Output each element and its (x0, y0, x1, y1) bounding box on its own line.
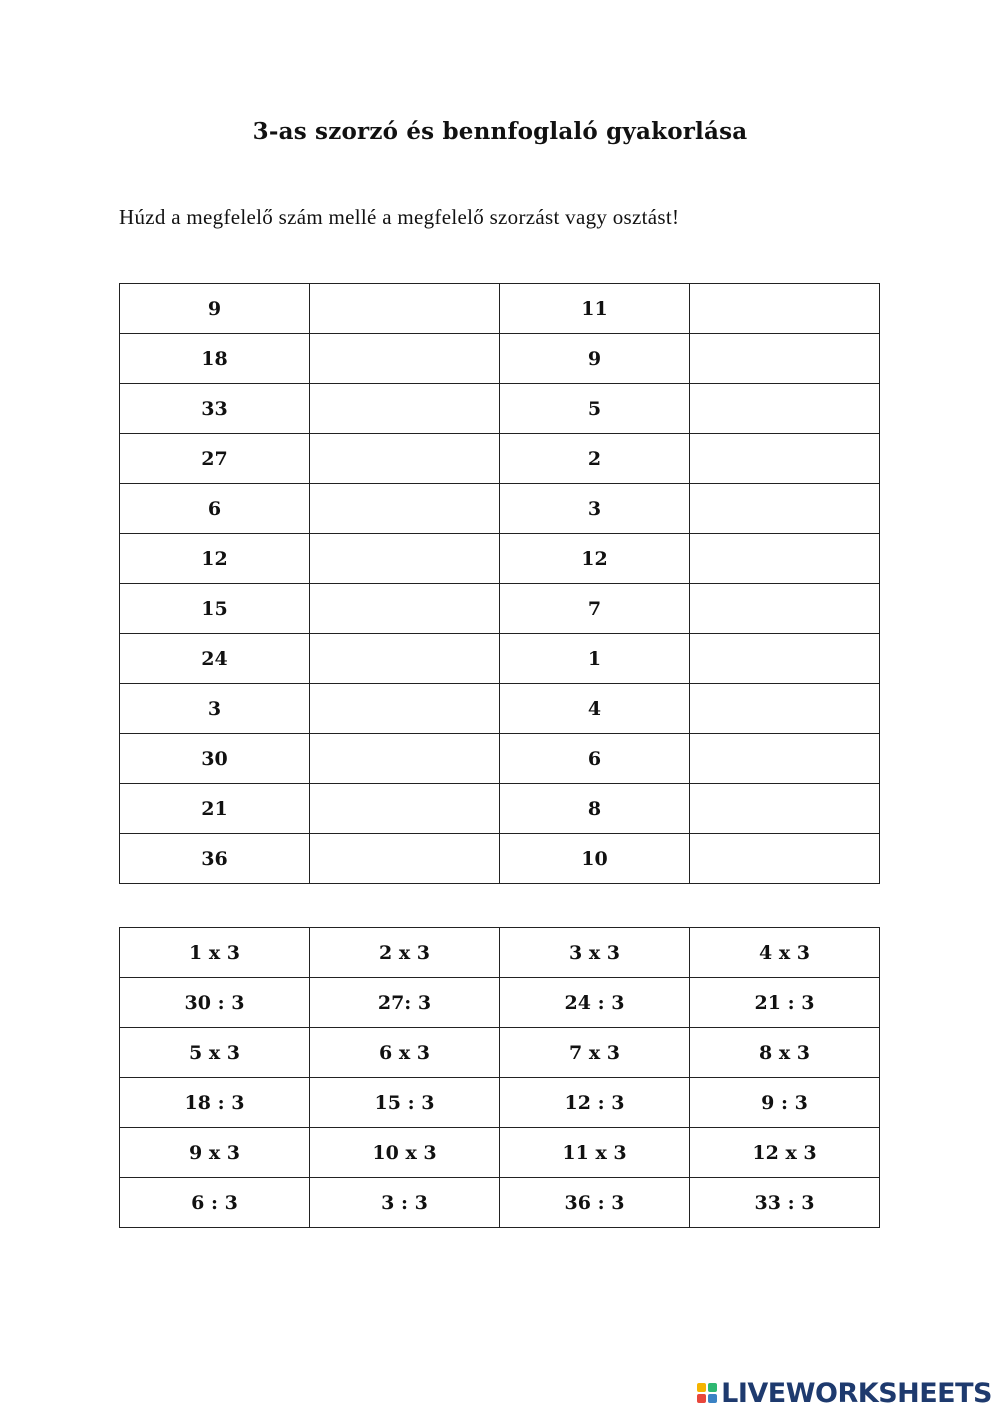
number-cell: 6 (500, 734, 690, 784)
number-cell: 8 (500, 784, 690, 834)
drop-target-cell[interactable] (690, 834, 880, 884)
table-row (120, 928, 880, 978)
table-row (120, 584, 880, 634)
drop-target-cell[interactable] (310, 734, 500, 784)
operation-card[interactable]: 9 : 3 (690, 1078, 880, 1128)
drop-target-cell[interactable] (310, 284, 500, 334)
drop-target-cell[interactable] (310, 834, 500, 884)
instruction-text: Húzd a megfelelő szám mellé a megfelelő szorzást vagy osztást! (119, 205, 680, 229)
operation-card[interactable]: 24 : 3 (500, 978, 690, 1028)
logo-text: LIVEWORKSHEETS (721, 1377, 992, 1409)
number-cell: 15 (120, 584, 310, 634)
operation-card[interactable]: 18 : 3 (120, 1078, 310, 1128)
drop-target-cell[interactable] (690, 784, 880, 834)
number-cell: 9 (120, 284, 310, 334)
table-row (120, 334, 880, 384)
table-row (120, 1028, 880, 1078)
number-cell: 11 (500, 284, 690, 334)
number-cell: 27 (120, 434, 310, 484)
drop-target-cell[interactable] (310, 634, 500, 684)
operation-card[interactable]: 7 x 3 (500, 1028, 690, 1078)
logo-mark-icon (697, 1383, 717, 1403)
drop-target-cell[interactable] (310, 534, 500, 584)
operation-card[interactable]: 9 x 3 (120, 1128, 310, 1178)
table-row (120, 484, 880, 534)
drop-target-cell[interactable] (690, 584, 880, 634)
operation-card[interactable]: 2 x 3 (310, 928, 500, 978)
operation-card[interactable]: 12 : 3 (500, 1078, 690, 1128)
page-title: 3-as szorzó és bennfoglaló gyakorlása (252, 118, 748, 145)
drop-target-cell[interactable] (310, 484, 500, 534)
table-row (120, 434, 880, 484)
operation-card[interactable]: 11 x 3 (500, 1128, 690, 1178)
operation-card[interactable]: 27: 3 (310, 978, 500, 1028)
table-row (120, 734, 880, 784)
operation-card[interactable]: 33 : 3 (690, 1178, 880, 1228)
operation-card[interactable]: 36 : 3 (500, 1178, 690, 1228)
drop-target-cell[interactable] (690, 434, 880, 484)
operation-card[interactable]: 10 x 3 (310, 1128, 500, 1178)
number-cell: 7 (500, 584, 690, 634)
table-row (120, 1078, 880, 1128)
table-row (120, 634, 880, 684)
drop-target-cell[interactable] (310, 584, 500, 634)
operation-card[interactable]: 6 : 3 (120, 1178, 310, 1228)
drop-target-cell[interactable] (690, 284, 880, 334)
number-cell: 10 (500, 834, 690, 884)
number-cell: 30 (120, 734, 310, 784)
operation-card[interactable]: 3 x 3 (500, 928, 690, 978)
operation-card[interactable]: 4 x 3 (690, 928, 880, 978)
table-row (120, 284, 880, 334)
number-cell: 5 (500, 384, 690, 434)
drop-target-cell[interactable] (310, 684, 500, 734)
number-cell: 9 (500, 334, 690, 384)
drop-target-cell[interactable] (310, 784, 500, 834)
table-row (120, 1178, 880, 1228)
drop-target-cell[interactable] (310, 334, 500, 384)
table-row (120, 384, 880, 434)
table-row (120, 978, 880, 1028)
operation-card[interactable]: 12 x 3 (690, 1128, 880, 1178)
number-cell: 1 (500, 634, 690, 684)
table-row (120, 784, 880, 834)
number-cell: 12 (120, 534, 310, 584)
number-cell: 21 (120, 784, 310, 834)
operation-card[interactable]: 1 x 3 (120, 928, 310, 978)
drop-target-cell[interactable] (310, 434, 500, 484)
number-cell: 36 (120, 834, 310, 884)
drop-target-cell[interactable] (690, 634, 880, 684)
table-row (120, 1128, 880, 1178)
number-cell: 18 (120, 334, 310, 384)
number-cell: 12 (500, 534, 690, 584)
operation-card[interactable]: 8 x 3 (690, 1028, 880, 1078)
table-row (120, 834, 880, 884)
operation-card[interactable]: 30 : 3 (120, 978, 310, 1028)
number-cell: 4 (500, 684, 690, 734)
drop-target-cell[interactable] (690, 684, 880, 734)
number-cell: 3 (500, 484, 690, 534)
operation-card[interactable]: 6 x 3 (310, 1028, 500, 1078)
liveworksheets-logo (697, 1376, 992, 1410)
drop-target-cell[interactable] (690, 484, 880, 534)
operations-table (119, 927, 880, 1228)
operation-card[interactable]: 3 : 3 (310, 1178, 500, 1228)
operation-card[interactable]: 21 : 3 (690, 978, 880, 1028)
drop-target-cell[interactable] (690, 534, 880, 584)
number-cell: 6 (120, 484, 310, 534)
number-cell: 2 (500, 434, 690, 484)
operation-card[interactable]: 5 x 3 (120, 1028, 310, 1078)
numbers-table (119, 283, 880, 884)
table-row (120, 684, 880, 734)
number-cell: 33 (120, 384, 310, 434)
number-cell: 24 (120, 634, 310, 684)
drop-target-cell[interactable] (690, 384, 880, 434)
drop-target-cell[interactable] (310, 384, 500, 434)
drop-target-cell[interactable] (690, 734, 880, 784)
drop-target-cell[interactable] (690, 334, 880, 384)
number-cell: 3 (120, 684, 310, 734)
table-row (120, 534, 880, 584)
operation-card[interactable]: 15 : 3 (310, 1078, 500, 1128)
